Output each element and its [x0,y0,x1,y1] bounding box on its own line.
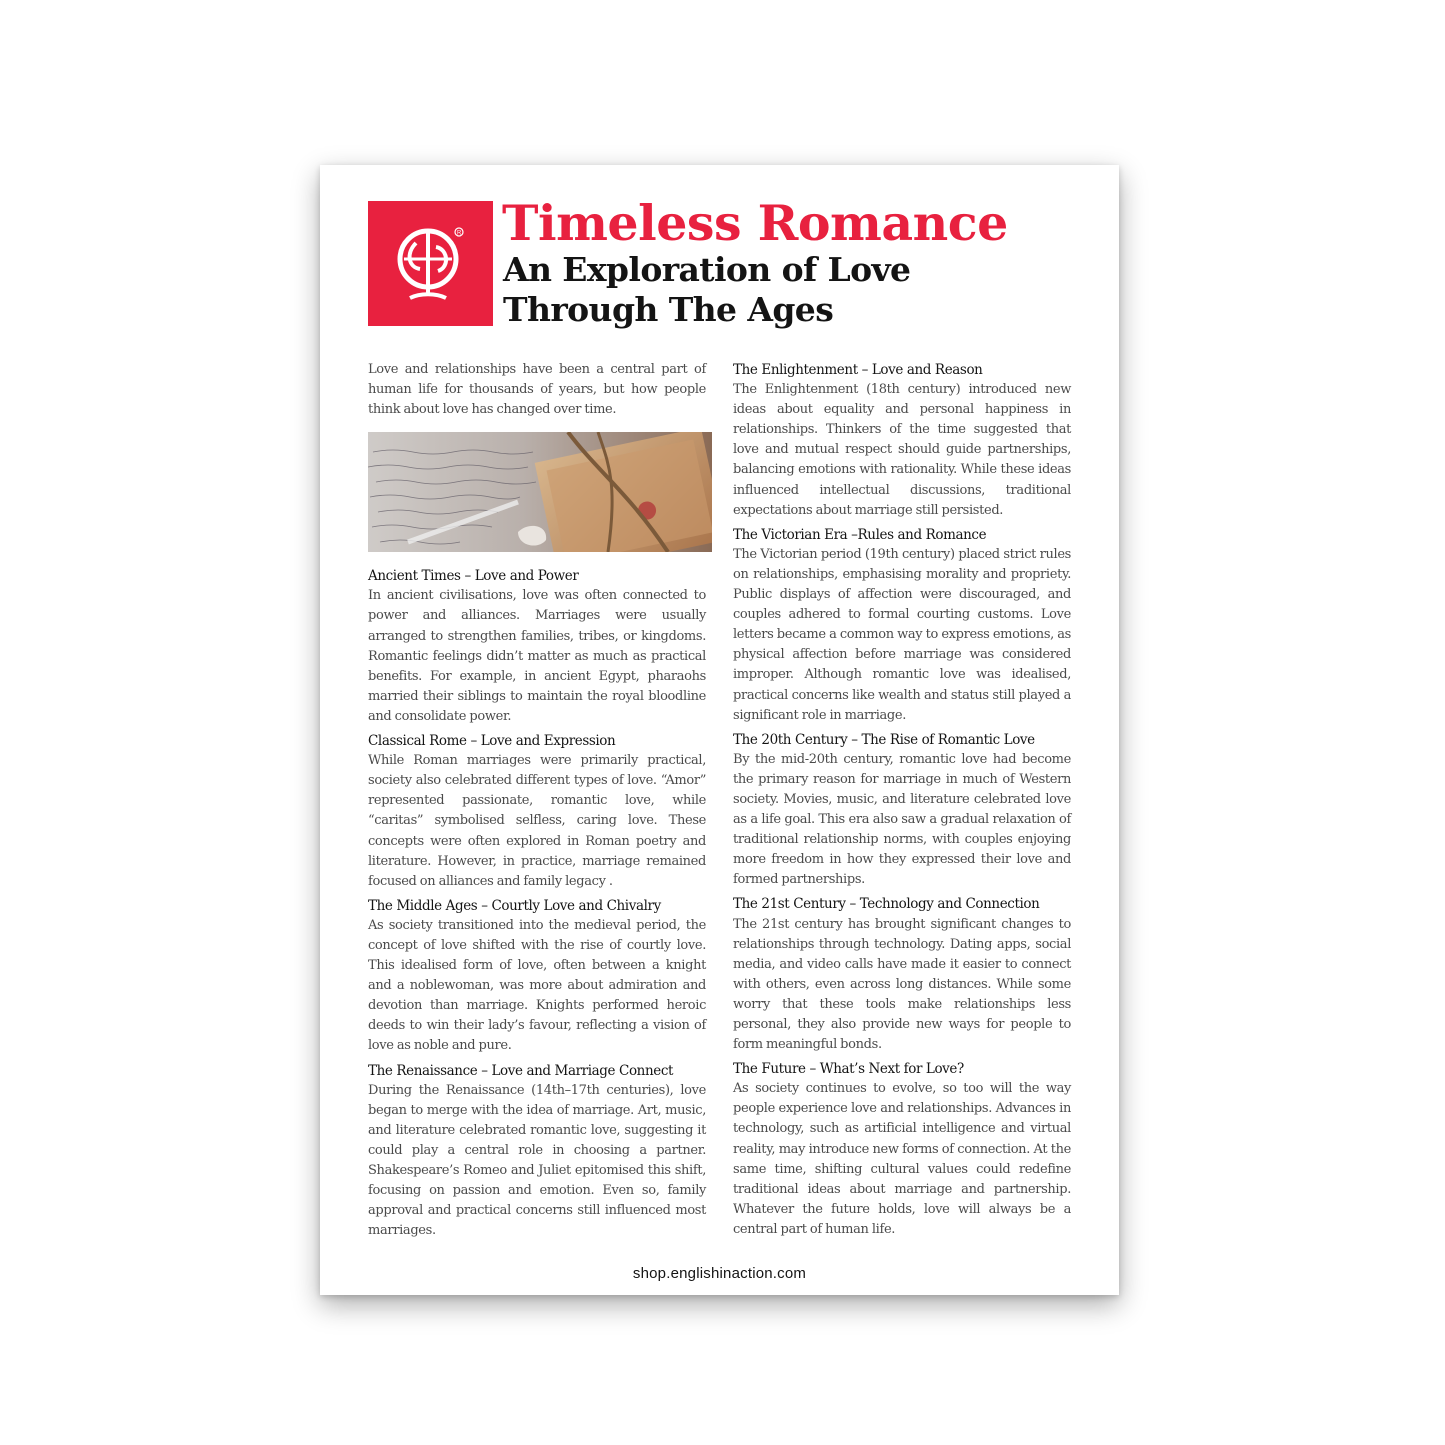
section-heading: The Future – What’s Next for Love? [733,1061,964,1078]
section-body: By the mid-20th century, romantic love had become the primary reason for marriage in much of Western society. Movies, music, and literature celebrated love as a life goal. This era also saw a gradual relaxation of traditional relationship norms, with couples enjoying more freedom in how they expressed their love and formed partnerships. [733,751,1071,888]
brand-logo [368,201,493,326]
section-the-future [733,1059,1071,1240]
section-heading: The Middle Ages – Courtly Love and Chivalry [368,897,661,914]
footer-url: shop.englishinaction.com [632,1265,807,1282]
section-body: The Victorian period (19th century) placed strict rules on relationships, emphasising morality and propriety. Public displays of affection were discouraged, and couples adhered to formal courting customs. Love letters became a common way to express emotions, as physical affection before marriage was considered improper. Although romantic love was idealised, practical concerns like wealth and status still played a significant role in marriage. [733,546,1071,723]
left-column [368,360,706,1245]
subtitle-line-2: Through The Ages [503,290,834,329]
section-body: As society continues to evolve, so too will the way people experience love and relationships. Advances in technology, such as artificial intelligence and virtual reality, may introduce new forms of connection. At the same time, shifting cultural values could redefine traditional ideas about marriage and partnership. Whatever the future holds, love will always be a central part of human life. [733,1081,1071,1237]
section-victorian-era [733,525,1071,726]
section-20th-century [733,730,1071,891]
section-heading: The 21st Century – Technology and Connection [733,896,1040,913]
section-ancient-times [368,566,706,727]
section-heading: The Enlightenment – Love and Reason [733,362,983,378]
svg-text:R: R [457,230,462,237]
right-column [733,360,1071,1244]
section-heading: Classical Rome – Love and Expression [368,733,616,750]
page-subtitle [503,250,910,330]
intro-paragraph: Love and relationships have been a central part of human life for thousands of years, but how people think about love has changed over time. [368,362,706,418]
section-enlightenment [733,360,1071,521]
globe-logo-icon [368,201,493,326]
section-body: During the Renaissance (14th–17th centuries), love began to merge with the idea of marriage. Art, music, and literature celebrated romantic love, suggesting it could play a central role in choosing a partner. Shakespeare’s Romeo and Juliet epitomised this shift, focusing on passion and emotion. Even so, family approval and practical concerns still influenced most marriages. [368,1082,706,1239]
section-heading: Ancient Times – Love and Power [368,568,579,585]
subtitle-line-1: An Exploration of Love [503,250,911,289]
love-letters-photo [368,432,712,552]
worksheet-page [320,165,1119,1295]
section-heading: The Victorian Era –Rules and Romance [733,526,987,543]
section-body: In ancient civilisations, love was often connected to power and alliances. Marriages were usually arranged to strengthen families, tribes, or kingdoms. Romantic feelings didn’t matter as much as practical benefits. For example, in ancient Egypt, pharaohs married their siblings to maintain the royal bloodline and consolidate power. [368,588,706,724]
section-body: The 21st century has brought significant changes to relationships through technology. Dating apps, social media, and video calls have made it easier to connect with others, even across long distances. While some worry that these tools make relationships less personal, they also provide new ways for people to form meaningful bonds. [733,916,1071,1053]
section-classical-rome [368,731,706,892]
section-middle-ages [368,896,706,1057]
page-title: Timeless Romance [502,194,1008,252]
section-21st-century [733,894,1071,1055]
section-heading: The Renaissance – Love and Marriage Connect [368,1062,674,1079]
section-heading: The 20th Century – The Rise of Romantic Love [733,731,1035,748]
section-body: While Roman marriages were primarily practical, society also celebrated different types of love. “Amor” represented passionate, romantic love, while “caritas” symbolised selfless, caring love. These concepts were often explored in Roman poetry and literature. However, in practice, marriage remained focused on alliances and family legacy . [368,753,706,889]
section-body: As society transitioned into the medieval period, the concept of love shifted with the rise of courtly love. This idealised form of love, often between a knight and a noblewoman, was more about admiration and devotion than marriage. Knights performed heroic deeds to win their lady’s favour, reflecting a vision of love as noble and pure. [368,917,706,1054]
section-body: The Enlightenment (18th century) introduced new ideas about equality and personal happiness in relationships. Thinkers of the time suggested that love and mutual respect should guide partnerships, balancing emotions with rationality. While these ideas influenced intellectual discussions, traditional expectations about marriage still persisted. [733,382,1071,518]
section-renaissance [368,1061,706,1242]
